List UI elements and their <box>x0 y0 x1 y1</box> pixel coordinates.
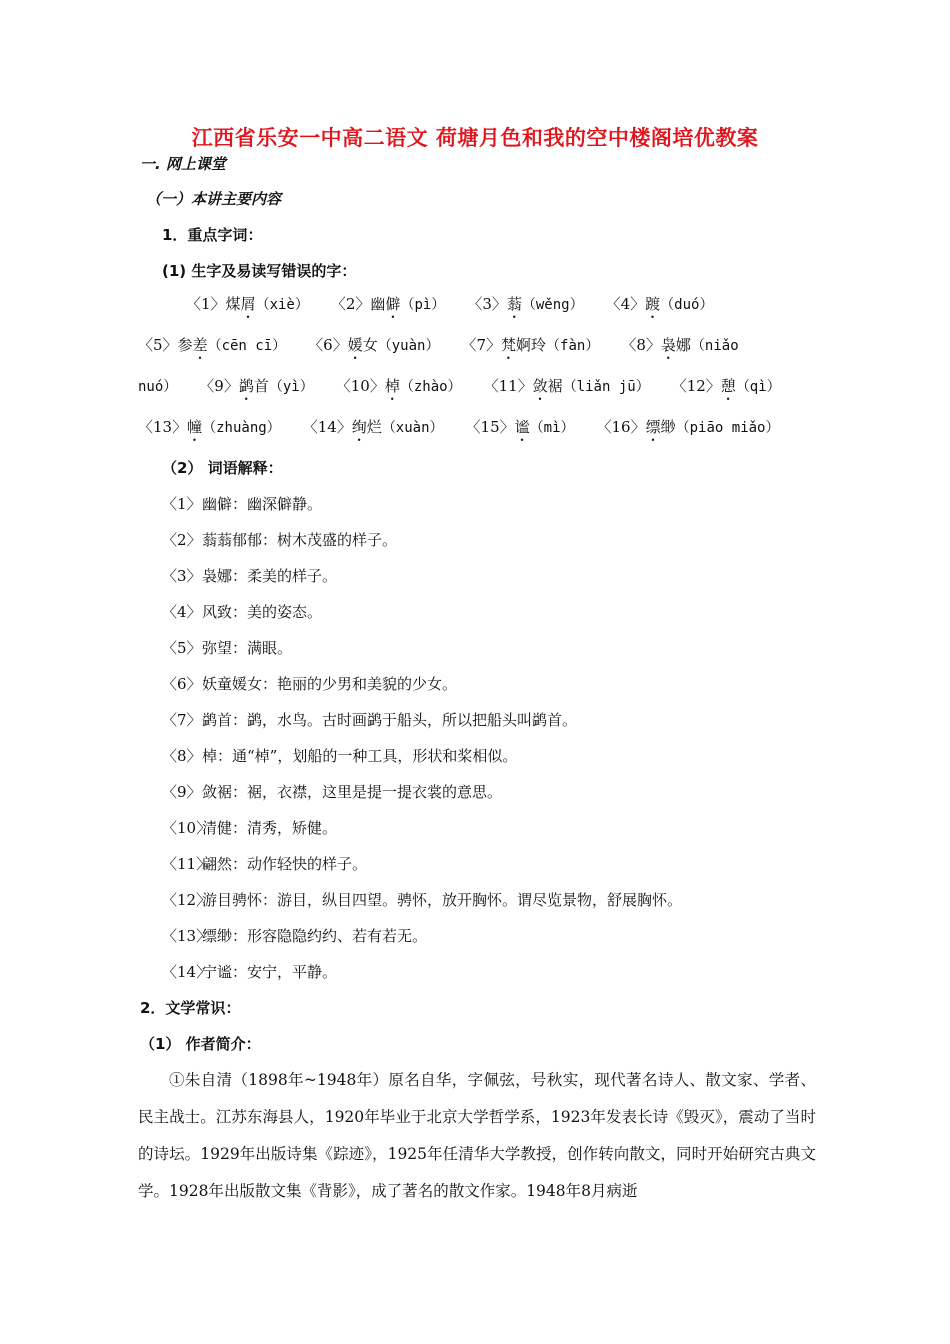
definition-item: 〈9〉敛裾：裾，衣襟，这里是提一提衣裳的意思。 <box>162 783 503 801</box>
char-entry: 〈5〉参差（cēn cī） <box>138 336 287 354</box>
definition-item: 〈7〉鹢首：鹢，水鸟。古时画鹢于船头，所以把船头叫鹢首。 <box>162 711 578 729</box>
char-entry: 〈7〉梵婀玲（fàn） <box>461 336 600 354</box>
definition-item: 〈4〉风致：美的姿态。 <box>162 603 323 621</box>
section-heading: 一. 网上课堂 <box>140 155 226 173</box>
definition-item: 〈13〉缥缈：形容隐隐约约、若有若无。 <box>162 927 428 945</box>
char-entry: 〈12〉憩（qì） <box>671 377 781 395</box>
item-subheading: （1） 作者简介： <box>140 1035 261 1053</box>
char-row <box>138 376 818 404</box>
subsection-heading: （一）本讲主要内容 <box>146 190 282 208</box>
definition-item: 〈11〉翩然：动作轻快的样子。 <box>162 855 368 873</box>
char-row <box>138 417 818 445</box>
char-entry: 〈3〉蓊（wěng） <box>467 295 584 313</box>
char-entry: 〈1〉煤屑（xiè） <box>186 295 309 313</box>
definition-item: 〈14〉宁谧：安宁，平静。 <box>162 963 338 981</box>
char-entry: 〈15〉谧（mì） <box>465 418 575 436</box>
definition-item: 〈8〉棹：通“棹”，划船的一种工具，形状和桨相似。 <box>162 747 518 765</box>
definition-item: 〈6〉妖童媛女：艳丽的少男和美貌的少女。 <box>162 675 458 693</box>
item-subheading: （2） 词语解释： <box>162 459 283 477</box>
char-entry: 〈16〉缥缈（piāo miǎo） <box>596 418 780 436</box>
definition-item: 〈2〉蓊蓊郁郁：树木茂盛的样子。 <box>162 531 398 549</box>
char-entry: 〈6〉媛女（yuàn） <box>308 336 440 354</box>
char-entry: 〈8〉袅娜（niǎo <box>621 336 739 354</box>
definition-item: 〈12〉游目骋怀：游目，纵目四望。骋怀，放开胸怀。谓尽览景物，舒展胸怀。 <box>162 891 683 909</box>
char-entry: 〈13〉幢（zhuàng） <box>138 418 281 436</box>
definition-item: 〈3〉袅娜：柔美的样子。 <box>162 567 338 585</box>
char-entry: nuó） <box>138 379 178 395</box>
definition-item: 〈10〉清健：清秀，矫健。 <box>162 819 338 837</box>
item-heading: 2．文学常识： <box>140 999 241 1017</box>
definition-item: 〈5〉弥望：满眼。 <box>162 639 293 657</box>
char-entry: 〈4〉踱（duó） <box>605 295 714 313</box>
char-row <box>138 335 818 363</box>
bio-paragraph: ①朱自清（1898年~1948年）原名自华，字佩弦，号秋实，现代著名诗人、散文家、学者、民主战士。江苏东海县人，1920年毕业于北京大学哲学系，1923年发表长诗《毁灭》，震动了当时的诗坛。1929年出版诗集《踪迹》，1925年任清华大学教授，创作转向散文，同时开始研究古典文学。1928年出版散文集《背影》，成了著名的散文作家。1948年8月病逝 <box>138 1071 816 1200</box>
char-entry: 〈11〉敛裾（liǎn jū） <box>483 377 650 395</box>
definition-item: 〈1〉幽僻：幽深僻静。 <box>162 495 323 513</box>
char-entry: 〈9〉鹢首（yì） <box>199 377 314 395</box>
document-title: 江西省乐安一中高二语文 荷塘月色和我的空中楼阁培优教案 <box>191 126 759 150</box>
char-row <box>186 294 866 322</box>
item-heading: 1．重点字词： <box>162 226 263 244</box>
item-subheading: (1) 生字及易读写错误的字： <box>162 262 357 280</box>
char-entry: 〈2〉幽僻（pì） <box>330 295 446 313</box>
char-entry: 〈14〉绚烂（xuàn） <box>302 418 444 436</box>
char-entry: 〈10〉棹（zhào） <box>335 377 462 395</box>
